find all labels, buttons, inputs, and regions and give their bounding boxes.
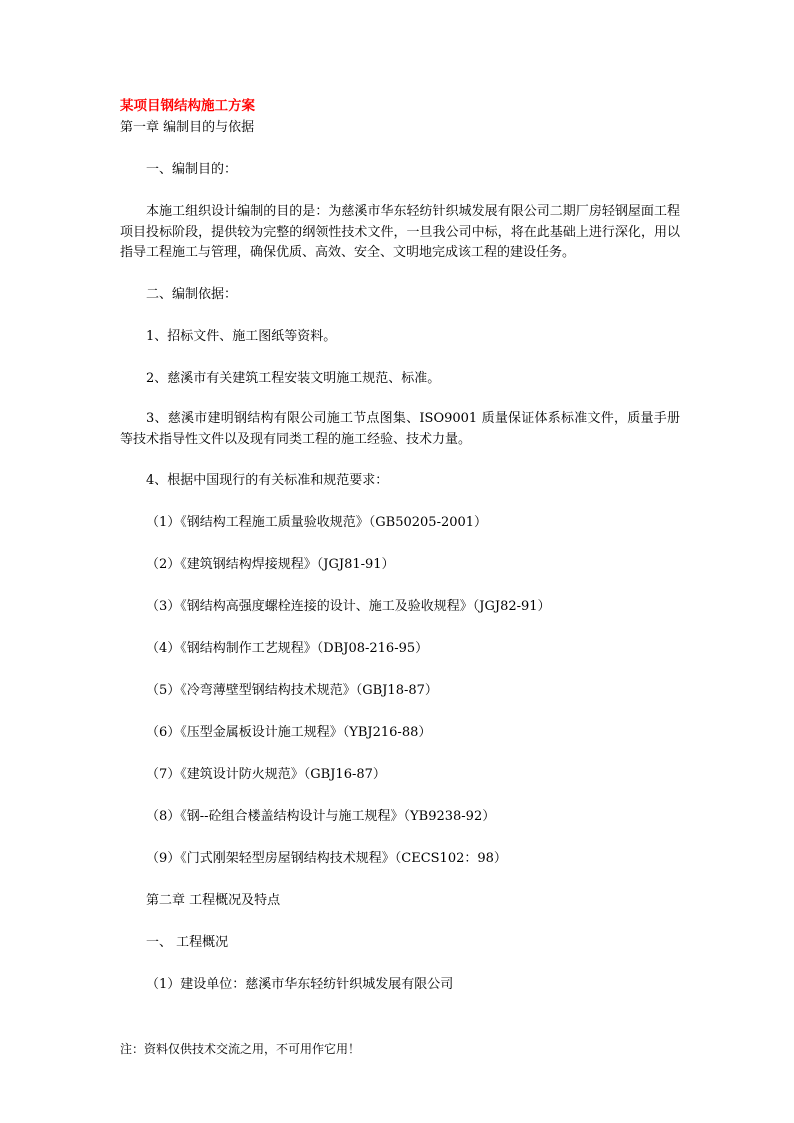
project-overview-heading: 一、 工程概况 [146, 935, 229, 950]
section-purpose-heading: 一、编制目的： [146, 162, 238, 177]
document-title: 某项目钢结构施工方案 [120, 98, 255, 114]
chapter-2-heading: 第二章 工程概况及特点 [146, 893, 281, 908]
section-basis-heading: 二、编制依据： [146, 287, 238, 302]
basis-item-2: 2、慈溪市有关建筑工程安装文明施工规范、标准。 [146, 371, 441, 386]
chapter-1-heading: 第一章 编制目的与依据 [120, 120, 255, 135]
standard-item-6: （6）《压型金属板设计施工规程》（YBJ216-88） [146, 725, 432, 740]
standard-item-1: （1）《钢结构工程施工质量验收规范》（GB50205-2001） [146, 515, 488, 530]
standard-item-4: （4）《钢结构制作工艺规程》（DBJ08-216-95） [146, 641, 429, 656]
standard-item-5: （5）《冷弯薄壁型钢结构技术规范》（GBJ18-87） [146, 683, 438, 698]
standard-item-2: （2）《建筑钢结构焊接规程》（JGJ81-91） [146, 557, 395, 572]
purpose-paragraph: 本施工组织设计编制的目的是：为慈溪市华东轻纺针织城发展有限公司二期厂房轻钢屋面工程项目投标阶段，提供较为完整的纲领性技术文件，一旦我公司中标，将在此基础上进行深化，用以指导工程施工与管理，确保优质、高效、安全、文明地完成该工程的建设任务。 [120, 204, 680, 260]
standard-item-9: （9）《门式刚架轻型房屋钢结构技术规程》（CECS102：98） [146, 851, 507, 866]
basis-item-4: 4、根据中国现行的有关标准和规范要求： [146, 473, 389, 488]
basis-item-1: 1、招标文件、施工图纸等资料。 [146, 329, 337, 344]
footer-note: 注：资料仅供技术交流之用，不可用作它用！ [120, 1042, 361, 1056]
standard-item-8: （8）《钢--砼组合楼盖结构设计与施工规程》（YB9238-92） [146, 809, 496, 824]
standard-item-7: （7）《建筑设计防火规范》（GBJ16-87） [146, 767, 386, 782]
basis-item-3: 3、慈溪市建明钢结构有限公司施工节点图集、ISO9001 质量保证体系标准文件，质量手册等技术指导性文件以及现有同类工程的施工经验、技术力量。 [120, 411, 680, 447]
overview-item-1: （1）建设单位：慈溪市华东轻纺针织城发展有限公司 [146, 977, 454, 992]
standard-item-3: （3）《钢结构高强度螺栓连接的设计、施工及验收规程》（JGJ82-91） [146, 599, 551, 614]
